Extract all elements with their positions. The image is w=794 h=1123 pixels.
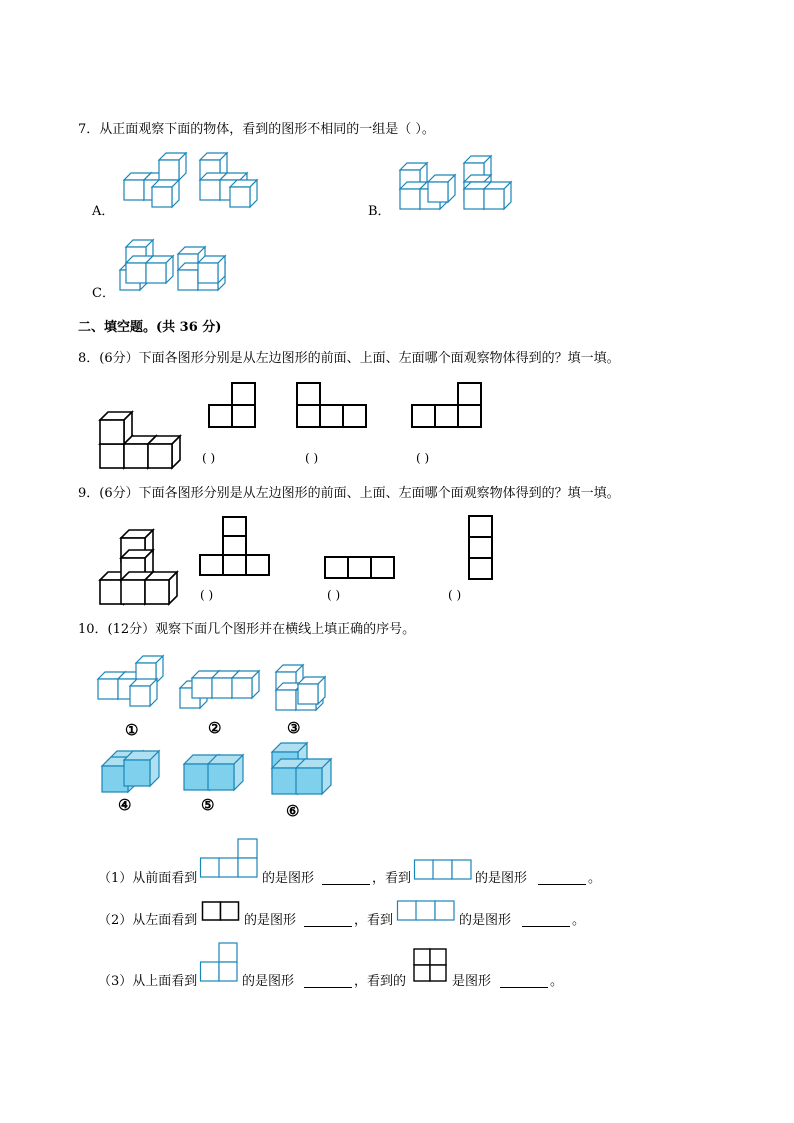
q10-sub1-view-2 [414, 859, 474, 881]
q8-solid-figure [99, 420, 194, 470]
q7-option-c-figures [118, 240, 238, 295]
q10-sub1-text-d: 的是图形 [475, 871, 528, 886]
q10-sub2-text-b: 的是图形 [244, 913, 297, 928]
q8-answer-blank-2[interactable]: ( ) [305, 451, 319, 465]
q7-option-b-figures [398, 160, 518, 215]
q10-sub3-blank-1[interactable] [304, 975, 352, 988]
q10-figure-4 [100, 748, 162, 796]
q10-label-4: ④ [118, 796, 132, 814]
q9-question: 9．(6分）下面各图形分别是从左边图形的前面、上面、左面哪个面观察物体得到的？填一填。 [78, 486, 620, 501]
q10-figure-6 [270, 744, 332, 796]
q10-sub1-text-b: 的是图形 [262, 871, 315, 886]
q9-answer-blank-2[interactable]: ( ) [327, 588, 341, 602]
q10-sub2-text-d: 的是图形 [459, 913, 512, 928]
q8-answer-blank-3[interactable]: ( ) [416, 451, 430, 465]
q10-figure-1 [96, 656, 168, 712]
q7-option-a-figures [122, 160, 272, 215]
q10-sub1-text-e: 。 [588, 871, 602, 886]
q10-sub2-text-c: ，看到 [354, 913, 394, 928]
q7-option-b-label[interactable]: B． [368, 204, 391, 219]
q10-sub3-view-1 [200, 942, 240, 984]
q10-sub2-text-a: （2）从左面看到 [98, 913, 198, 928]
q10-sub3-text-b: 的是图形 [242, 974, 295, 989]
q10-figure-3 [274, 664, 334, 714]
q10-label-5: ⑤ [201, 796, 215, 814]
section2-title: 二、填空题。(共 36 分) [78, 320, 222, 335]
q10-sub1-blank-1[interactable] [322, 872, 370, 885]
q10-sub3-blank-2[interactable] [500, 975, 548, 988]
q10-sub1-text-c: ，看到 [372, 871, 412, 886]
q9-view-3 [468, 515, 494, 581]
q9-answer-blank-3[interactable]: ( ) [448, 588, 462, 602]
q10-sub2-view-1 [202, 901, 242, 923]
q10-label-3: ③ [287, 719, 301, 737]
q10-figure-2 [178, 668, 262, 714]
q10-label-2: ② [208, 719, 222, 737]
q7-option-c-label[interactable]: C． [92, 286, 115, 301]
q10-sub2-text-e: 。 [572, 913, 586, 928]
q8-answer-blank-1[interactable]: ( ) [202, 451, 216, 465]
q10-sub3-view-2 [413, 948, 449, 984]
q7-question: 7．从正面观察下面的物体，看到的图形不相同的一组是（ ）。 [78, 122, 435, 137]
q10-sub3-text-c: ，看到的 [354, 974, 407, 989]
q8-view-3 [411, 382, 483, 430]
q10-sub1-text-a: （1）从前面看到 [98, 871, 198, 886]
q9-solid-figure [99, 530, 179, 610]
q10-question: 10．(12分）观察下面几个图形并在横线上填正确的序号。 [78, 622, 416, 637]
q8-view-2 [296, 382, 368, 430]
q10-sub2-blank-2[interactable] [522, 914, 570, 927]
q10-sub2-view-2 [397, 900, 457, 922]
q9-view-2 [324, 556, 396, 580]
q7-option-a-label[interactable]: A． [92, 204, 115, 219]
q10-sub1-view-1 [200, 838, 260, 880]
q8-question: 8．(6分）下面各图形分别是从左边图形的前面、上面、左面哪个面观察物体得到的？填一填。 [78, 351, 620, 366]
q10-sub1-blank-2[interactable] [538, 872, 586, 885]
q10-sub3-text-d: 是图形 [452, 974, 492, 989]
q9-view-1 [199, 516, 271, 580]
q9-answer-blank-1[interactable]: ( ) [200, 588, 214, 602]
q10-label-6: ⑥ [286, 802, 300, 820]
q10-sub3-text-e: 。 [550, 974, 564, 989]
q8-view-1 [208, 382, 260, 430]
q10-sub2-blank-1[interactable] [304, 914, 352, 927]
q10-figure-5 [182, 754, 244, 794]
q10-sub3-text-a: （3）从上面看到 [98, 974, 198, 989]
q10-label-1: ① [125, 721, 139, 739]
